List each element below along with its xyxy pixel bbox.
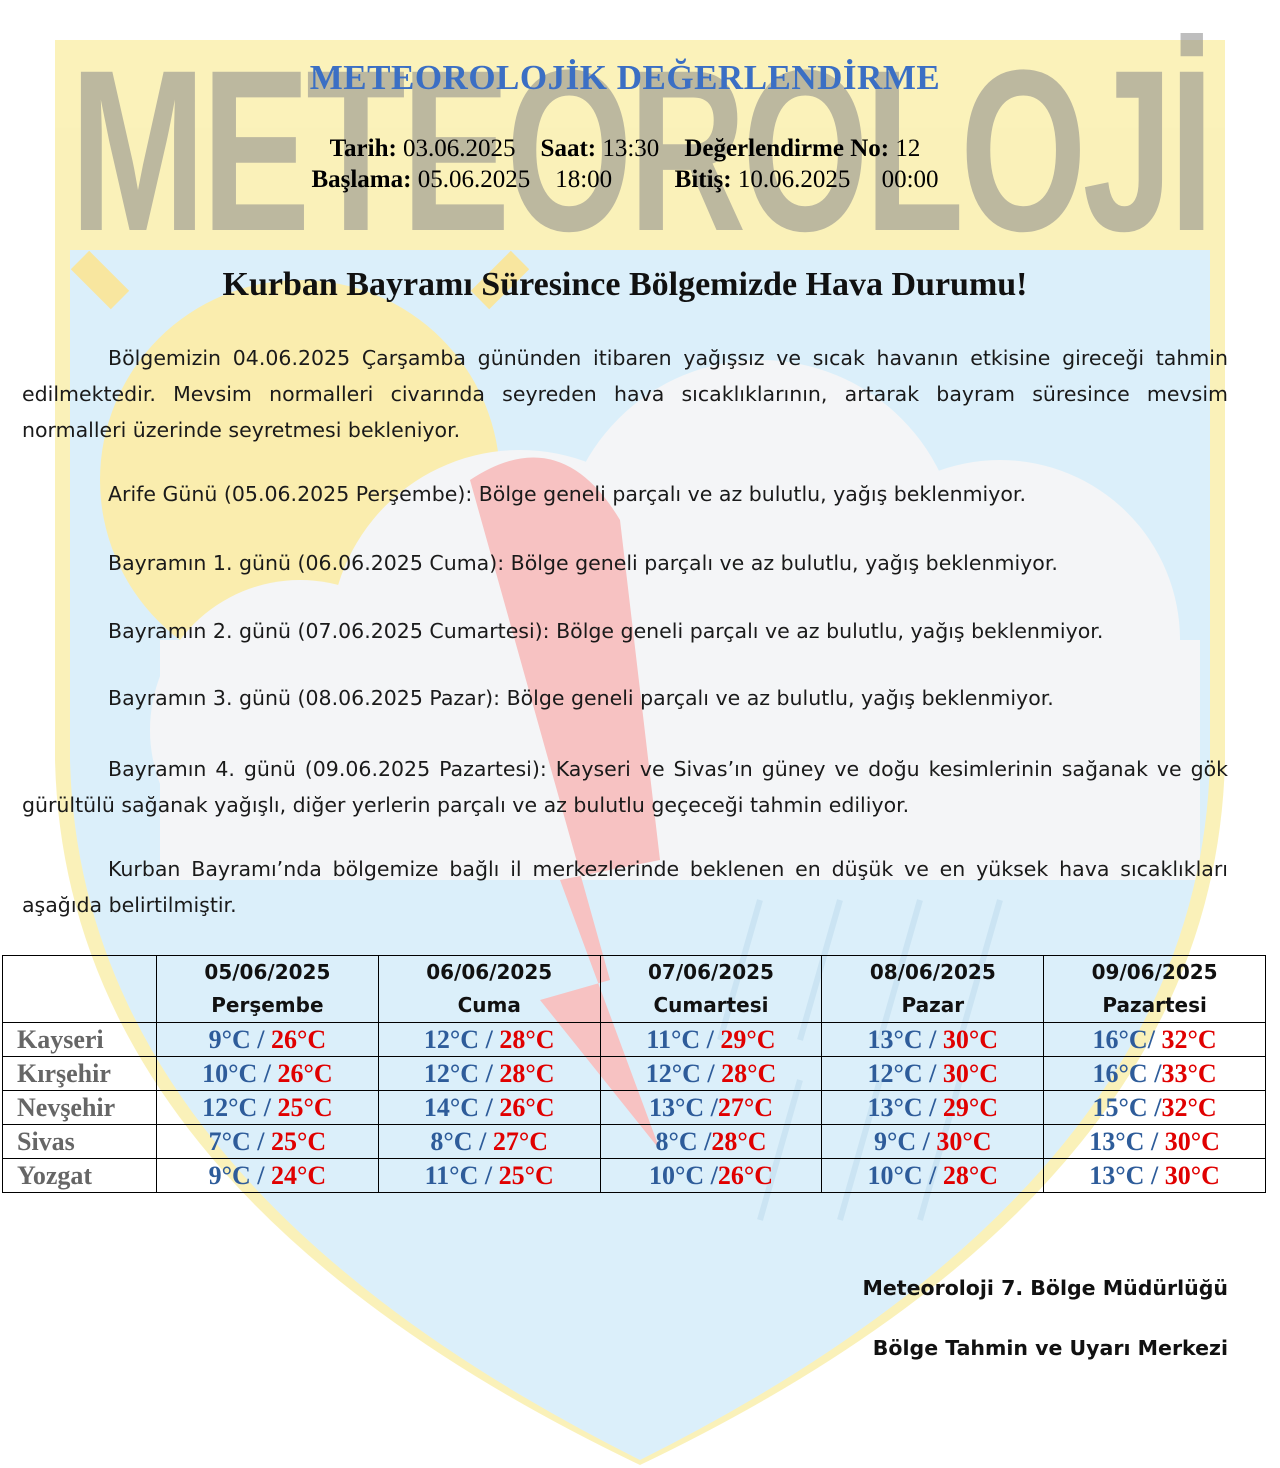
temperature-cell [1044, 1125, 1266, 1159]
col-date: 05/06/2025 [204, 960, 331, 984]
max-temp: 32°C [1161, 1093, 1217, 1122]
temperature-cell [1044, 1023, 1266, 1057]
watermark-text: METEOROLOJİ [70, 22, 1210, 279]
table-col-header [378, 956, 600, 1023]
temp-separator: / [1144, 1127, 1165, 1156]
temperature-cell [600, 1091, 822, 1125]
max-temp: 30°C [1164, 1161, 1220, 1190]
temperature-cell [1044, 1159, 1266, 1193]
temperature-table [2, 955, 1266, 1193]
max-temp: 27°C [492, 1127, 548, 1156]
start-date: 05.06.2025 [417, 166, 531, 193]
temperature-cell [157, 1091, 379, 1125]
max-temp: 28°C [942, 1161, 999, 1190]
temperature-cell [157, 1159, 379, 1193]
table-col-header [822, 956, 1044, 1023]
max-temp: 29°C [720, 1025, 776, 1054]
temperature-table-body [3, 1023, 1266, 1193]
end-time: 00:00 [881, 166, 939, 193]
col-date: 09/06/2025 [1091, 960, 1218, 984]
table-row [3, 1057, 1266, 1091]
temp-separator: / [1147, 1093, 1162, 1122]
min-temp: 14°C [423, 1093, 480, 1122]
temp-separator: / [478, 1161, 499, 1190]
table-row [3, 1159, 1266, 1193]
col-day: Perşembe [211, 993, 324, 1017]
table-col-header [157, 956, 379, 1023]
headline: Kurban Bayramı Süresince Bölgemizde Hava Durumu! [222, 266, 1028, 303]
col-date: 08/06/2025 [869, 960, 996, 984]
col-day: Cumartesi [653, 993, 769, 1017]
temp-separator: / [1147, 1025, 1162, 1054]
temperature-cell [822, 1091, 1044, 1125]
max-temp: 27°C [717, 1093, 774, 1122]
max-temp: 33°C [1161, 1059, 1217, 1088]
col-date: 07/06/2025 [648, 960, 774, 984]
temperature-cell [600, 1057, 822, 1091]
max-temp: 30°C [942, 1025, 999, 1054]
temperature-cell [1044, 1091, 1266, 1125]
temp-separator: / [250, 1161, 272, 1190]
intro-paragraph: Bölgemizin 04.06.2025 Çarşamba gününden itibaren yağışsız ve sıcak havanın etkisine gireceği tahmin edilmektedir. Mevsim normalleri civarında seyreden hava sıcaklıklarının, artarak bayram süresince mevsim normalleri üzerinde seyretmesi bekleniyor. [22, 346, 1228, 442]
min-temp: 10°C [867, 1161, 923, 1190]
table-col-header [600, 956, 822, 1023]
report-meta-line-2 [0, 166, 1250, 194]
min-temp: 13°C [867, 1093, 923, 1122]
report-no-label: Değerlendirme No: [684, 135, 890, 162]
temp-separator: / [704, 1093, 718, 1122]
signature-center: Bölge Tahmin ve Uyarı Merkezi [872, 1336, 1228, 1360]
max-temp: 26°C [499, 1093, 555, 1122]
max-temp: 25°C [498, 1161, 554, 1190]
min-temp: 11°C [646, 1025, 701, 1054]
report-meta-line-1 [0, 135, 1250, 163]
temp-separator: / [250, 1127, 272, 1156]
min-temp: 13°C [867, 1025, 923, 1054]
city-name-cell: Sivas [3, 1125, 157, 1159]
min-temp: 12°C [423, 1025, 480, 1054]
temp-separator: / [257, 1093, 278, 1122]
temp-separator: / [922, 1059, 943, 1088]
temp-separator: / [916, 1127, 937, 1156]
min-temp: 9°C [208, 1161, 251, 1190]
temperature-cell [822, 1125, 1044, 1159]
max-temp: 25°C [271, 1127, 327, 1156]
arife-paragraph: Arife Günü (05.06.2025 Perşembe): Bölge geneli parçalı ve az bulutlu, yağış beklenmiyor. [108, 482, 1026, 506]
min-temp: 13°C [648, 1093, 705, 1122]
table-row [3, 1091, 1266, 1125]
city-name-cell: Kayseri [3, 1023, 157, 1057]
min-temp: 12°C [867, 1059, 923, 1088]
max-temp: 26°C [277, 1059, 333, 1088]
temperature-cell [600, 1159, 822, 1193]
temperature-cell [378, 1159, 600, 1193]
max-temp: 25°C [277, 1093, 333, 1122]
max-temp: 28°C [499, 1025, 555, 1054]
min-temp: 12°C [202, 1093, 258, 1122]
temperature-cell [157, 1057, 379, 1091]
temperature-cell [378, 1057, 600, 1091]
max-temp: 26°C [717, 1161, 774, 1190]
time-value: 13:30 [602, 135, 660, 162]
temp-separator: / [1147, 1059, 1162, 1088]
col-day: Pazar [901, 993, 965, 1017]
temp-separator: / [250, 1025, 272, 1054]
max-temp: 28°C [721, 1059, 777, 1088]
temp-separator: / [700, 1059, 722, 1088]
table-col-header [1044, 956, 1266, 1023]
temperature-cell [600, 1023, 822, 1057]
min-temp: 7°C [208, 1127, 251, 1156]
min-temp: 15°C [1092, 1093, 1148, 1122]
end-date: 10.06.2025 [737, 166, 851, 193]
date-value: 03.06.2025 [403, 135, 516, 162]
day4-paragraph: Bayramın 4. günü (09.06.2025 Pazartesi): Kayseri ve Sivas’ın güney ve doğu kesimlerinin sağanak ve gök gürültülü sağanak yağışlı, diğer yerlerin parçalı ve az bulutlu geçeceği tahmin ediliyor. [22, 757, 1228, 817]
min-temp: 13°C [1089, 1127, 1145, 1156]
min-temp: 10°C [202, 1059, 258, 1088]
temp-separator: / [704, 1161, 718, 1190]
max-temp: 26°C [271, 1025, 327, 1054]
time-label: Saat: [540, 135, 597, 162]
temp-separator: / [479, 1093, 500, 1122]
max-temp: 30°C [936, 1127, 992, 1156]
temp-separator: / [479, 1059, 500, 1088]
temperature-cell [157, 1023, 379, 1057]
temp-separator: / [922, 1161, 943, 1190]
city-name-cell: Nevşehir [3, 1091, 157, 1125]
table-row [3, 1125, 1266, 1159]
max-temp: 28°C [499, 1059, 555, 1088]
temp-separator: / [257, 1059, 278, 1088]
temp-separator: / [922, 1093, 943, 1122]
temp-separator: / [1144, 1161, 1165, 1190]
start-time: 18:00 [555, 166, 613, 193]
temp-separator: / [922, 1025, 943, 1054]
day3-paragraph: Bayramın 3. günü (08.06.2025 Pazar): Bölge geneli parçalı ve az bulutlu, yağış beklenmiyor. [108, 686, 1054, 710]
table-header-row [3, 956, 1266, 1023]
day2-paragraph: Bayramın 2. günü (07.06.2025 Cumartesi): Bölge geneli parçalı ve az bulutlu, yağış beklenmiyor. [108, 619, 1104, 643]
start-label: Başlama: [311, 166, 412, 193]
temp-separator: / [479, 1025, 500, 1054]
max-temp: 30°C [1164, 1127, 1220, 1156]
min-temp: 12°C [645, 1059, 701, 1088]
min-temp: 16°C [1092, 1059, 1148, 1088]
temp-separator: / [697, 1127, 712, 1156]
end-label: Bitiş: [674, 166, 732, 193]
date-label: Tarih: [329, 135, 397, 162]
report-title: METEOROLOJİK DEĞERLENDİRME [309, 58, 941, 97]
temperature-cell [378, 1023, 600, 1057]
max-temp: 24°C [271, 1161, 327, 1190]
report-no-value: 12 [895, 135, 921, 162]
col-day: Cuma [457, 993, 521, 1017]
temperatures-intro-paragraph: Kurban Bayramı’nda bölgemize bağlı il merkezlerinde beklenen en düşük ve en yüksek hava sıcaklıkları aşağıda belirtilmiştir. [22, 857, 1228, 917]
table-row [3, 1023, 1266, 1057]
max-temp: 28°C [711, 1127, 767, 1156]
max-temp: 30°C [942, 1059, 999, 1088]
temperature-cell [1044, 1057, 1266, 1091]
temperature-cell [378, 1091, 600, 1125]
temperature-cell [157, 1125, 379, 1159]
temperature-cell [822, 1057, 1044, 1091]
min-temp: 11°C [424, 1161, 479, 1190]
temp-separator: / [700, 1025, 721, 1054]
city-name-cell: Yozgat [3, 1159, 157, 1193]
temp-separator: / [472, 1127, 493, 1156]
min-temp: 10°C [648, 1161, 705, 1190]
min-temp: 12°C [423, 1059, 480, 1088]
col-day: Pazartesi [1102, 993, 1207, 1017]
min-temp: 9°C [208, 1025, 251, 1054]
min-temp: 8°C [655, 1127, 698, 1156]
city-name-cell: Kırşehir [3, 1057, 157, 1091]
min-temp: 16°C [1092, 1025, 1148, 1054]
min-temp: 8°C [430, 1127, 473, 1156]
temperature-cell [822, 1159, 1044, 1193]
max-temp: 29°C [942, 1093, 999, 1122]
temperature-cell [378, 1125, 600, 1159]
day1-paragraph: Bayramın 1. günü (06.06.2025 Cuma): Bölge geneli parçalı ve az bulutlu, yağış beklenmiyor. [108, 551, 1058, 575]
signature-office: Meteoroloji 7. Bölge Müdürlüğü [862, 1276, 1228, 1300]
min-temp: 9°C [873, 1127, 917, 1156]
min-temp: 13°C [1089, 1161, 1145, 1190]
temperature-cell [822, 1023, 1044, 1057]
temperature-cell [600, 1125, 822, 1159]
col-date: 06/06/2025 [426, 960, 553, 984]
table-corner-cell [3, 956, 157, 1023]
max-temp: 32°C [1161, 1025, 1217, 1054]
